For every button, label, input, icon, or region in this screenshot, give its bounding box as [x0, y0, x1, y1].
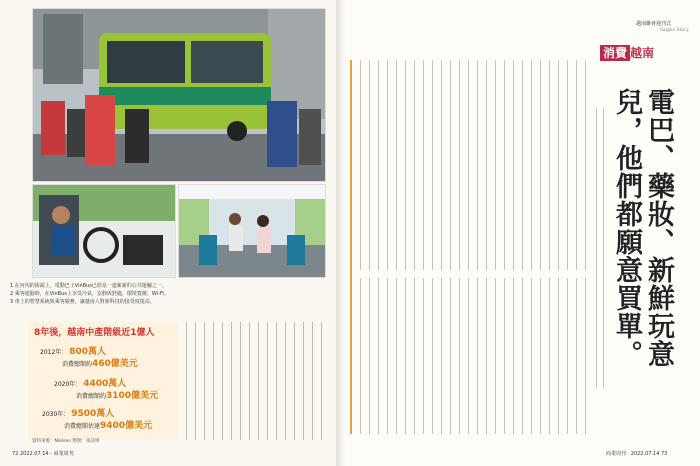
spread-gutter	[336, 0, 346, 466]
stat-year: 2020年：	[54, 381, 82, 388]
stat-value: 9500萬人	[71, 409, 115, 419]
section-label: 越南聯會週刊式	[636, 21, 672, 27]
stat-value: 4400萬人	[83, 379, 127, 389]
body-text-lines	[186, 322, 330, 440]
section-sub: Saigon Story	[660, 28, 689, 33]
sidebox-source: 資料來源：Nielsen 整理：張詩瑋	[32, 439, 100, 444]
right-body-top	[360, 60, 592, 270]
left-page	[0, 0, 340, 466]
stat-sub-2020	[76, 388, 158, 401]
photo-electric-bus-street	[32, 8, 326, 182]
middle-class-sidebox	[28, 322, 178, 440]
photo-caption-2: 2 乘客通勤時，在VinBus上享受冷氣、安靜與舒適，環境寬敞、Wi-Fi。	[10, 291, 169, 297]
photo-bus-interior	[178, 184, 326, 278]
bus-interior-illustration	[179, 185, 325, 277]
headline: 電巴、藥妝、新鮮玩意兒，他們都願意買單。	[611, 88, 674, 368]
sidebox-title: 8年後，越南中產階級近1億人	[34, 328, 155, 338]
bus-driver-illustration	[33, 185, 175, 277]
series-tag	[600, 44, 654, 61]
photo-captions	[10, 282, 330, 306]
stat-sub-2012	[62, 356, 138, 369]
folio-text: 商業周刊 · 2022.07.14	[606, 451, 660, 457]
series-tag-rest: 越南	[630, 46, 655, 60]
series-keyword: 消費	[600, 45, 630, 61]
stat-sub-value: 9400億美元	[100, 421, 153, 431]
page-number: 72	[12, 451, 19, 457]
right-body-bottom	[360, 278, 592, 434]
stat-sub-2030	[64, 418, 152, 431]
left-folio	[12, 450, 74, 457]
photo-bus-driver	[32, 184, 176, 278]
stat-sub-value: 3100億美元	[106, 391, 159, 401]
stat-year: 2012年：	[40, 349, 68, 356]
electric-bus-street-illustration	[33, 9, 325, 181]
right-folio	[606, 450, 667, 457]
stat-year: 2030年：	[42, 411, 70, 418]
folio-text: 2022.07.14 - 商業周刊	[19, 451, 74, 457]
stat-sub-value: 460億美元	[92, 359, 138, 369]
left-body-text	[186, 322, 330, 440]
page-number: 73	[661, 451, 668, 457]
photo-caption-1: 1 在河內的街頭上，電動巴士VinBus已經是一道嶄新的公共運輸之一。	[10, 283, 167, 289]
pull-quote-bar	[350, 60, 352, 434]
stat-sub-prefix: 消費總額約	[62, 361, 93, 368]
photo-caption-3: 3 車上的智慧系統與乘客服務，讓越南人對新科技的接受度提高。	[10, 299, 155, 305]
stat-sub-prefix: 消費總額估達	[64, 423, 101, 430]
right-body-col3	[596, 108, 610, 388]
stat-sub-prefix: 消費總額約	[76, 393, 107, 400]
stat-value: 800萬人	[69, 347, 106, 357]
